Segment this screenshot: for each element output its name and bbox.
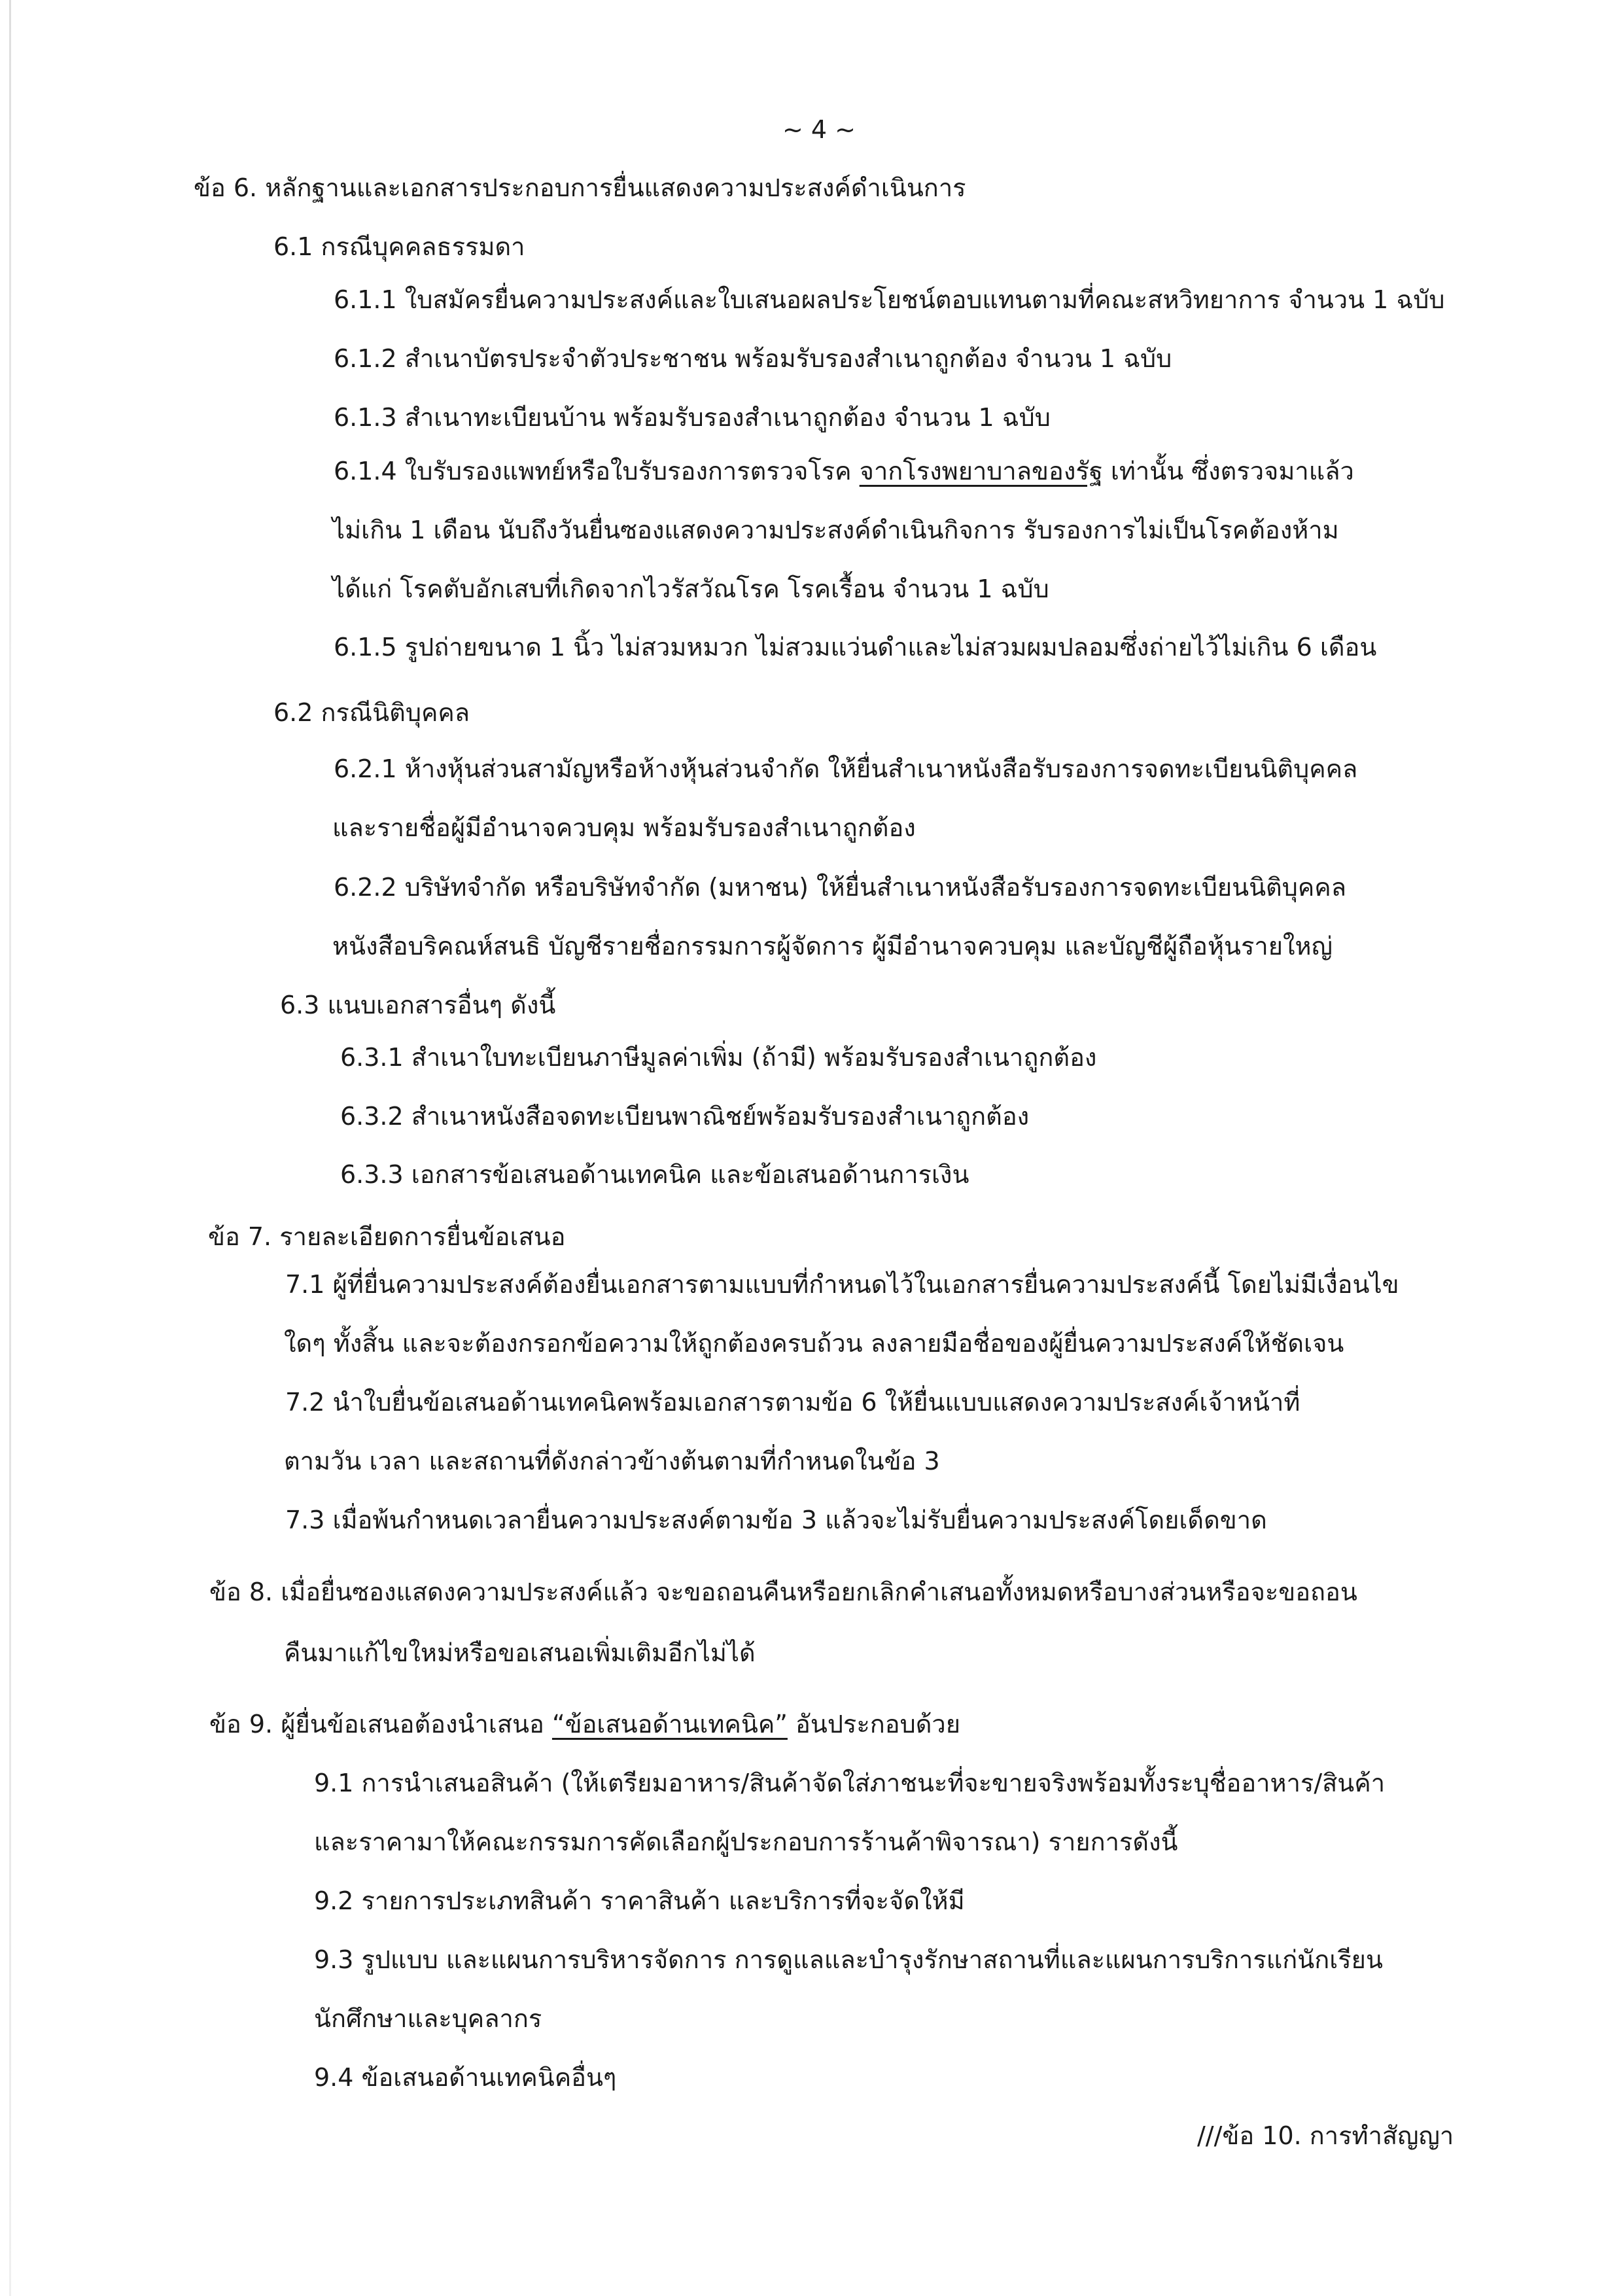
section-7-heading: ข้อ 7. รายละเอียดการยื่นข้อเสนอ bbox=[208, 1222, 566, 1251]
item-7-3: 7.3 เมื่อพ้นกำหนดเวลายื่นความประสงค์ตามข้อ 3 แล้วจะไม่รับยื่นความประสงค์โดยเด็ดขาด bbox=[285, 1506, 1267, 1534]
item-9-3-line-1: 9.3 รูปแบบ และแผนการบริหารจัดการ การดูแลและบำรุงรักษาสถานที่และแผนการบริการแก่นักเรียน bbox=[314, 1945, 1383, 1974]
section-9-heading-underlined: “ข้อเสนอด้านเทคนิค” bbox=[551, 1710, 788, 1739]
item-7-2-line-2: ตามวัน เวลา และสถานที่ดังกล่าวข้างต้นตามที่กำหนดในข้อ 3 bbox=[284, 1447, 940, 1475]
item-6-3-3: 6.3.3 เอกสารข้อเสนอด้านเทคนิค และข้อเสนอด้านการเงิน bbox=[340, 1160, 969, 1189]
section-8-line-1: ข้อ 8. เมื่อยื่นซองแสดงความประสงค์แล้ว จะขอถอนคืนหรือยกเลิกคำเสนอทั้งหมดหรือบางส่วนหรือจะขอถอน bbox=[209, 1578, 1357, 1606]
item-6-2-2-line-1: 6.2.2 บริษัทจำกัด หรือบริษัทจำกัด (มหาชน) ให้ยื่นสำเนาหนังสือรับรองการจดทะเบียนนิติบุคคล bbox=[334, 873, 1346, 902]
section-9-heading bbox=[209, 1706, 960, 1742]
item-9-3-line-2: นักศึกษาและบุคลากร bbox=[314, 2004, 542, 2033]
continuation-note: ///ข้อ 10. การทำสัญญา bbox=[1197, 2121, 1454, 2150]
scan-edge bbox=[9, 0, 11, 2296]
section-9-heading-post: อันประกอบด้วย bbox=[787, 1710, 960, 1739]
item-6-1-1: 6.1.1 ใบสมัครยื่นความประสงค์และใบเสนอผลประโยชน์ตอบแทนตามที่คณะสหวิทยาการ จำนวน 1 ฉบับ bbox=[334, 285, 1445, 314]
item-6-3-2: 6.3.2 สำเนาหนังสือจดทะเบียนพาณิชย์พร้อมรับรองสำเนาถูกต้อง bbox=[340, 1102, 1030, 1131]
item-6-2-1-line-2: และรายชื่อผู้มีอำนาจควบคุม พร้อมรับรองสำเนาถูกต้อง bbox=[332, 813, 916, 842]
item-6-1-5: 6.1.5 รูปถ่ายขนาด 1 นิ้ว ไม่สวมหมวก ไม่สวมแว่นดำและไม่สวมผมปลอมซึ่งถ่ายไว้ไม่เกิน 6 เดือน bbox=[334, 633, 1377, 662]
item-6-1-4-post: เท่านั้น ซึ่งตรวจมาแล้ว bbox=[1102, 457, 1354, 486]
item-6-1-4-line-2: ไม่เกิน 1 เดือน นับถึงวันยื่นซองแสดงความประสงค์ดำเนินกิจการ รับรองการไม่เป็นโรคต้องห้าม bbox=[332, 516, 1339, 544]
item-6-1-4-pre: 6.1.4 ใบรับรองแพทย์หรือใบรับรองการตรวจโรค bbox=[334, 457, 860, 486]
section-8-line-2: คืนมาแก้ไขใหม่หรือขอเสนอเพิ่มเติมอีกไม่ได้ bbox=[284, 1638, 756, 1667]
section-6-3-title: 6.3 แนบเอกสารอื่นๆ ดังนี้ bbox=[280, 991, 556, 1019]
item-9-2: 9.2 รายการประเภทสินค้า ราคาสินค้า และบริการที่จะจัดให้มี bbox=[314, 1886, 965, 1915]
item-6-2-2-line-2: หนังสือบริคณห์สนธิ บัญชีรายชื่อกรรมการผู้จัดการ ผู้มีอำนาจควบคุม และบัญชีผู้ถือหุ้นรายใหญ่ bbox=[332, 932, 1333, 961]
section-6-heading: ข้อ 6. หลักฐานและเอกสารประกอบการยื่นแสดงความประสงค์ดำเนินการ bbox=[194, 173, 966, 202]
item-6-1-2: 6.1.2 สำเนาบัตรประจำตัวประชาชน พร้อมรับรองสำเนาถูกต้อง จำนวน 1 ฉบับ bbox=[334, 344, 1172, 373]
item-7-1-line-1: 7.1 ผู้ที่ยื่นความประสงค์ต้องยื่นเอกสารตามแบบที่กำหนดไว้ในเอกสารยื่นความประสงค์นี้ โดยไม่มีเงื่อนไข bbox=[285, 1270, 1399, 1299]
page-number: ~ 4 ~ bbox=[782, 115, 856, 144]
item-9-1-line-2: และราคามาให้คณะกรรมการคัดเลือกผู้ประกอบการร้านค้าพิจารณา) รายการดังนี้ bbox=[314, 1828, 1178, 1856]
section-9-heading-pre: ข้อ 9. ผู้ยื่นข้อเสนอต้องนำเสนอ bbox=[209, 1710, 552, 1739]
item-6-2-1-line-1: 6.2.1 ห้างหุ้นส่วนสามัญหรือห้างหุ้นส่วนจำกัด ให้ยื่นสำเนาหนังสือรับรองการจดทะเบียนนิติบุคคล bbox=[334, 754, 1358, 783]
item-6-1-4-line-1 bbox=[334, 453, 1354, 489]
item-6-1-4-line-3: ได้แก่ โรคตับอักเสบที่เกิดจากไวรัสวัณโรค โรคเรื้อน จำนวน 1 ฉบับ bbox=[332, 574, 1049, 603]
item-9-4: 9.4 ข้อเสนอด้านเทคนิคอื่นๆ bbox=[314, 2063, 617, 2092]
section-6-1-title: 6.1 กรณีบุคคลธรรมดา bbox=[273, 232, 525, 261]
item-6-1-3: 6.1.3 สำเนาทะเบียนบ้าน พร้อมรับรองสำเนาถูกต้อง จำนวน 1 ฉบับ bbox=[334, 403, 1051, 432]
section-6-2-title: 6.2 กรณีนิติบุคคล bbox=[273, 698, 470, 727]
item-6-1-4-underlined: จากโรงพยาบาลของรัฐ bbox=[859, 457, 1103, 486]
item-7-1-line-2: ใดๆ ทั้งสิ้น และจะต้องกรอกข้อความให้ถูกต้องครบถ้วน ลงลายมือชื่อของผู้ยื่นความประสงค์ให้ชัดเจน bbox=[284, 1329, 1344, 1358]
item-9-1-line-1: 9.1 การนำเสนอสินค้า (ให้เตรียมอาหาร/สินค้าจัดใส่ภาชนะที่จะขายจริงพร้อมทั้งระบุชื่ออาหาร/สินค้า bbox=[314, 1769, 1386, 1797]
item-7-2-line-1: 7.2 นำใบยื่นข้อเสนอด้านเทคนิคพร้อมเอกสารตามข้อ 6 ให้ยื่นแบบแสดงความประสงค์เจ้าหน้าที่ bbox=[285, 1388, 1300, 1417]
item-6-3-1: 6.3.1 สำเนาใบทะเบียนภาษีมูลค่าเพิ่ม (ถ้ามี) พร้อมรับรองสำเนาถูกต้อง bbox=[340, 1043, 1097, 1072]
